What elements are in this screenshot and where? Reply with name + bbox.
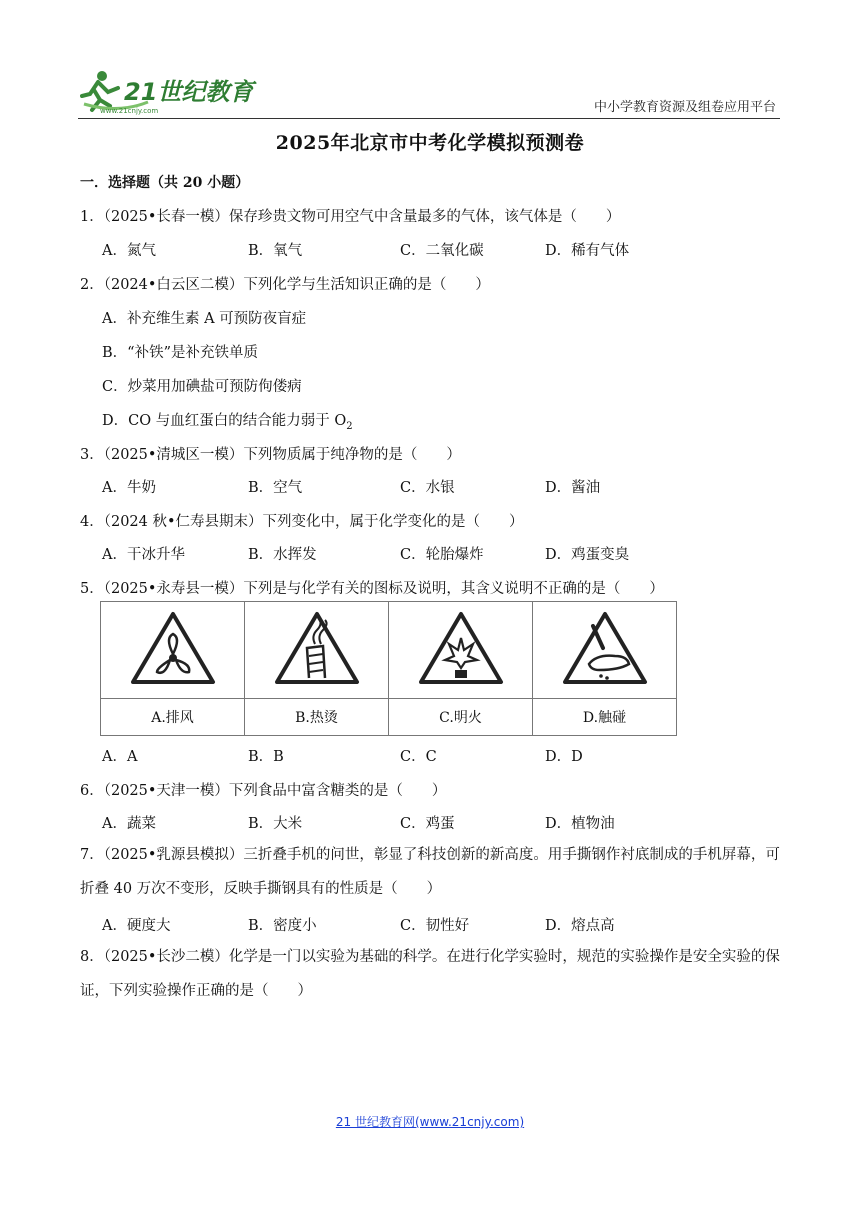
logo-url: www.21cnjy.com xyxy=(100,107,159,115)
question-5-stem: 5．（2025•永寿县一模）下列是与化学有关的图标及说明，其含义说明不正确的是（ ） xyxy=(80,581,664,597)
q4-option-c: C．轮胎爆炸 xyxy=(400,547,484,563)
q1-option-c: C．二氧化碳 xyxy=(400,243,484,259)
q3-option-c: C．水银 xyxy=(400,480,455,496)
q7-option-c: C．韧性好 xyxy=(400,918,470,934)
q4-option-d: D．鸡蛋变臭 xyxy=(545,547,630,563)
question-3-stem: 3．（2025•清城区一模）下列物质属于纯净物的是（ ） xyxy=(80,447,461,463)
sign-cell-c xyxy=(389,602,533,699)
page-header xyxy=(78,62,780,120)
q1-option-d: D．稀有气体 xyxy=(545,243,630,259)
q3-option-b: B．空气 xyxy=(248,480,303,496)
q7-option-d: D．熔点高 xyxy=(545,918,615,934)
q5-option-b: B．B xyxy=(248,749,284,765)
question-8-stem: 8．（2025•长沙二模）化学是一门以实验为基础的科学。在进行化学实验时，规范的实验操作是安全实验的保证，下列实验操作正确的是（ ） xyxy=(80,949,780,999)
sign-table xyxy=(100,601,677,736)
page-footer xyxy=(0,1113,860,1130)
question-2-stem: 2．（2024•白云区二模）下列化学与生活知识正确的是（ ） xyxy=(80,277,490,293)
q1-option-b: B．氧气 xyxy=(248,243,303,259)
q7-option-b: B．密度小 xyxy=(248,918,317,934)
q2-option-b: B．“补铁”是补充铁单质 xyxy=(102,345,258,361)
corrosive-contact-icon xyxy=(559,608,651,688)
q4-option-b: B．水挥发 xyxy=(248,547,317,563)
fan-warning-icon xyxy=(127,608,219,688)
logo-text: 21世纪教育 xyxy=(124,78,254,106)
q2-option-d: D．CO 与血红蛋白的结合能力弱于 $O_2$ xyxy=(102,413,353,432)
site-logo xyxy=(78,66,268,116)
sign-cell-b xyxy=(245,602,389,699)
sign-label-a: A.排风 xyxy=(101,699,245,736)
q2-option-a: A．补充维生素 A 可预防夜盲症 xyxy=(102,311,307,327)
q6-option-b: B．大米 xyxy=(248,816,303,832)
sign-cell-d xyxy=(533,602,677,699)
question-1-stem: 1．（2025•长春一模）保存珍贵文物可用空气中含量最多的气体，该气体是（ ） xyxy=(80,209,621,225)
open-flame-icon xyxy=(415,608,507,688)
question-4-stem: 4．（2024 秋•仁寿县期末）下列变化中，属于化学变化的是（ ） xyxy=(80,514,524,530)
q5-option-d: D．D xyxy=(545,749,583,765)
question-6-stem: 6．（2025•天津一模）下列食品中富含糖类的是（ ） xyxy=(80,783,447,799)
q6-option-c: C．鸡蛋 xyxy=(400,816,455,832)
sign-label-c: C.明火 xyxy=(389,699,533,736)
sign-label-b: B.热烫 xyxy=(245,699,389,736)
sign-label-d: D.触碰 xyxy=(533,699,677,736)
q5-option-c: C．C xyxy=(400,749,437,765)
platform-label: 中小学教育资源及组卷应用平台 xyxy=(593,100,776,115)
section-heading: 一．选择题（共 20 小题） xyxy=(80,175,250,191)
hot-surface-icon xyxy=(271,608,363,688)
q6-option-d: D．植物油 xyxy=(545,816,615,832)
q2-option-c: C．炒菜用加碘盐可预防佝偻病 xyxy=(102,379,302,395)
page-title: 2025年北京市中考化学模拟预测卷 xyxy=(275,132,585,154)
q5-option-a: A．A xyxy=(102,749,138,765)
q6-option-a: A．蔬菜 xyxy=(102,816,156,832)
q7-option-a: A．硬度大 xyxy=(102,918,171,934)
q1-option-a: A．氮气 xyxy=(102,243,156,259)
sign-cell-a xyxy=(101,602,245,699)
footer-link[interactable]: 21 世纪教育网(www.21cnjy.com) xyxy=(335,1115,525,1129)
q3-option-d: D．酱油 xyxy=(545,480,601,496)
q3-option-a: A．牛奶 xyxy=(102,480,156,496)
question-7-stem: 7．（2025•乳源县模拟）三折叠手机的问世，彰显了科技创新的新高度。用手撕钢作衬底制成的手机屏幕，可折叠 40 万次不变形，反映手撕钢具有的性质是（ ） xyxy=(80,847,780,897)
q4-option-a: A．干冰升华 xyxy=(102,547,185,563)
header-divider xyxy=(78,118,780,119)
